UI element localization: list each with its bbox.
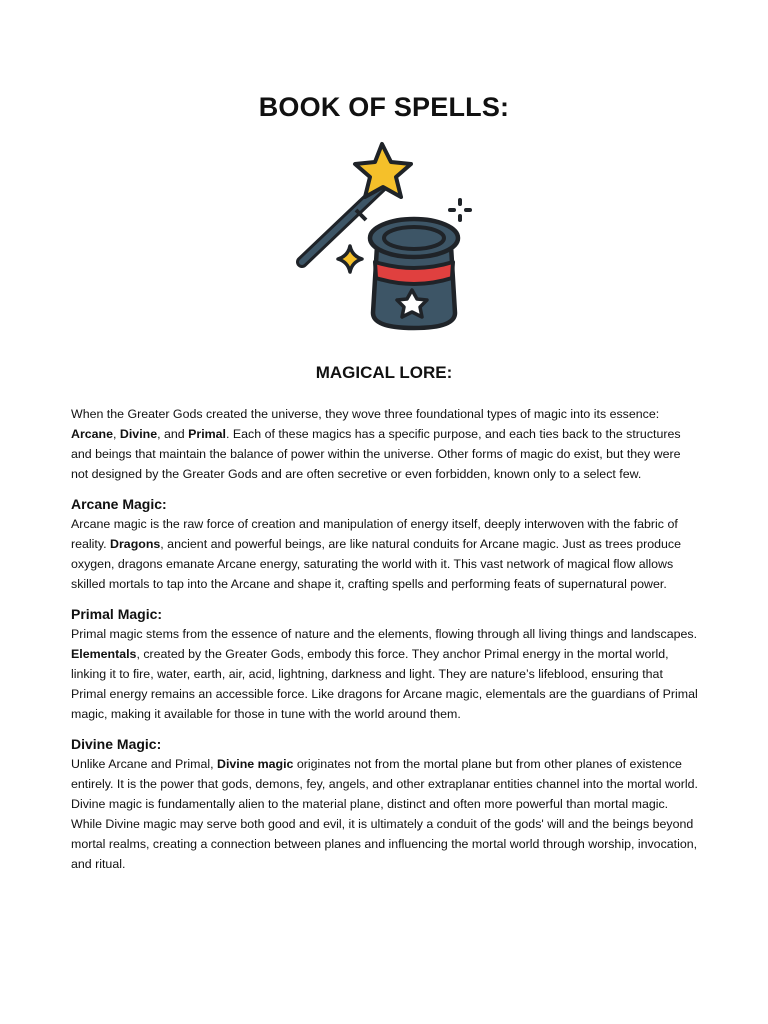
magic-hat-icon [290, 138, 480, 338]
sparkle-icon [338, 246, 362, 272]
twinkle-icon [450, 200, 470, 220]
primal-heading: Primal Magic: [71, 606, 163, 622]
divine-heading: Divine Magic: [71, 736, 162, 752]
section-title: MAGICAL LORE: [315, 363, 453, 382]
page-title: BOOK OF SPELLS: [258, 92, 510, 122]
arcane-heading: Arcane Magic: [71, 496, 167, 512]
arcane-paragraph: Arcane magic is the raw force of creation and manipulation of energy itself, deeply interwoven with the fabric of reality. Dragons, ancient and powerful beings, are like natural conduits for Arcane magic. Just as trees produce oxygen, dragons emanate Arcane energy, saturating the world with it. This vast network of magical flow allows skilled mortals to tap into the Arcane and shape it, crafting spells and performing feats of supernatural power. [71, 517, 681, 591]
divine-paragraph: Unlike Arcane and Primal, Divine magic originates not from the mortal plane but from other planes of existence entirely. It is the power that gods, demons, fey, angels, and other extraplanar entities channel into the mortal world. Divine magic is fundamentally alien to the material plane, distinct and often more powerful than mortal magic. While Divine magic may serve both good and evil, it is ultimately a conduit of the gods' will and the beings beyond mortal realms, creating a connection between planes and influencing the mortal world through worship, invocation, and ritual. [71, 757, 698, 871]
document-body [71, 404, 701, 884]
primal-paragraph: Primal magic stems from the essence of nature and the elements, flowing through all living things and landscapes. Elementals, created by the Greater Gods, embody this force. They anchor Primal energy in the mortal world, linking it to fire, water, earth, air, acid, lightning, darkness and light. They are nature’s lifeblood, ensuring that Primal energy remains an accessible force. Like dragons for Arcane magic, elementals are the guardians of Primal magic, making it available for those in tune with the world around them. [71, 627, 698, 721]
intro-paragraph: When the Greater Gods created the universe, they wove three foundational types of magic into its essence: Arcane, Divine, and Primal. Each of these magics has a specific purpose, and each ties back to the structures and beings that maintain the balance of power within the universe. Other forms of magic do exist, but they were not designed by the Greater Gods and are often secretive or even forbidden, known only to a select few. [71, 407, 681, 481]
top-hat-icon [370, 219, 458, 328]
magic-hat-wand-illustration [290, 138, 480, 338]
